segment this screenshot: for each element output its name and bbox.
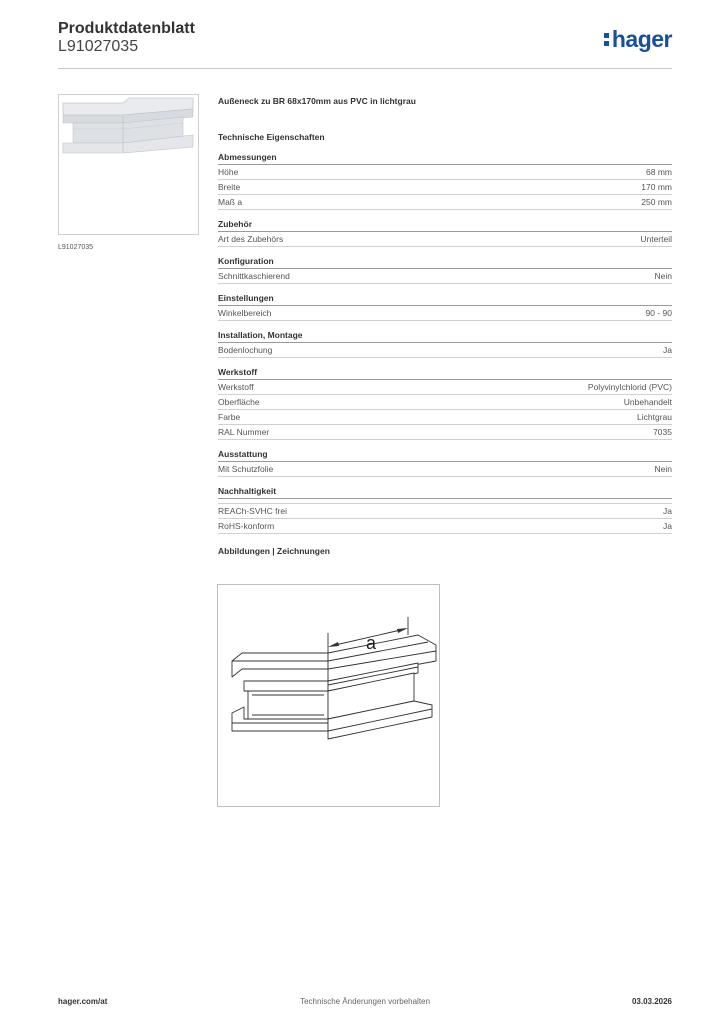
spec-row xyxy=(218,410,672,425)
spec-value: Ja xyxy=(663,345,672,355)
properties-heading: Technische Eigenschaften xyxy=(218,132,325,142)
spec-value: 90 - 90 xyxy=(645,308,672,318)
spec-label: Höhe xyxy=(218,167,239,177)
spec-value: Nein xyxy=(654,464,672,474)
thumbnail-caption: L91027035 xyxy=(58,244,94,251)
product-photo-icon xyxy=(59,95,198,234)
spec-label: Maß a xyxy=(218,197,243,207)
footer-website[interactable]: hager.com/at xyxy=(58,997,108,1006)
spec-row xyxy=(218,232,672,247)
spec-row xyxy=(218,380,672,395)
spec-label: Breite xyxy=(218,182,241,192)
section-werkstoff xyxy=(218,367,672,440)
spec-row xyxy=(218,462,672,477)
spec-value: Ja xyxy=(663,521,672,531)
spec-value: Ja xyxy=(663,506,672,516)
logo-text: hager xyxy=(611,26,672,52)
spec-label: Mit Schutzfolie xyxy=(218,464,274,474)
spec-label: Art des Zubehörs xyxy=(218,234,284,244)
spec-row xyxy=(218,519,672,534)
spec-label: RAL Nummer xyxy=(218,427,270,437)
section-ausstattung xyxy=(218,449,672,477)
spec-value: 170 mm xyxy=(641,182,672,192)
section-title: Abmessungen xyxy=(218,152,672,165)
section-title: Werkstoff xyxy=(218,367,672,380)
spec-row xyxy=(218,180,672,195)
spec-label: Werkstoff xyxy=(218,382,254,392)
section-title: Einstellungen xyxy=(218,293,672,306)
spec-row xyxy=(218,425,672,440)
spec-row xyxy=(218,395,672,410)
page-header xyxy=(58,20,672,70)
spec-label: Bodenlochung xyxy=(218,345,273,355)
spec-row xyxy=(218,195,672,210)
drawings-heading: Abbildungen | Zeichnungen xyxy=(218,546,330,556)
spec-value: 7035 xyxy=(653,427,672,437)
section-title: Konfiguration xyxy=(218,256,672,269)
spec-row xyxy=(218,306,672,321)
spec-row xyxy=(218,165,672,180)
section-einstellungen xyxy=(218,293,672,321)
product-image xyxy=(58,94,199,235)
corner-drawing-icon xyxy=(218,585,439,806)
section-title: Nachhaltigkeit xyxy=(218,486,672,499)
spec-label: Winkelbereich xyxy=(218,308,272,318)
spec-value: Unterteil xyxy=(640,234,672,244)
spec-label: Schnittkaschierend xyxy=(218,271,290,281)
section-abmessungen xyxy=(218,152,672,210)
spec-row xyxy=(218,343,672,358)
article-number: L91027035 xyxy=(58,38,139,55)
spec-value: 250 mm xyxy=(641,197,672,207)
section-title: Ausstattung xyxy=(218,449,672,462)
section-konfiguration xyxy=(218,256,672,284)
section-zubehoer xyxy=(218,219,672,247)
spec-value: 68 mm xyxy=(646,167,672,177)
product-description: Außeneck zu BR 68x170mm aus PVC in lichtgrau xyxy=(218,96,416,106)
spec-label: REACh-SVHC frei xyxy=(218,506,287,516)
spec-label: Farbe xyxy=(218,412,241,422)
document-title: Produktdatenblatt xyxy=(58,20,195,37)
spec-value: Nein xyxy=(654,271,672,281)
spec-value: Polyvinylchlorid (PVC) xyxy=(587,382,672,392)
logo-colon-icon xyxy=(604,26,609,50)
footer-date: 03.03.2026 xyxy=(631,997,672,1006)
section-installation xyxy=(218,330,672,358)
header-divider xyxy=(58,68,672,69)
spec-row xyxy=(218,503,672,519)
footer-disclaimer: Technische Änderungen vorbehalten xyxy=(300,997,430,1006)
spec-label: RoHS-konform xyxy=(218,521,275,531)
dimension-label: a xyxy=(366,633,377,653)
section-nachhaltigkeit xyxy=(218,486,672,534)
spec-value: Lichtgrau xyxy=(637,412,672,422)
spec-value: Unbehandelt xyxy=(623,397,672,407)
section-title: Zubehör xyxy=(218,219,672,232)
spec-label: Oberfläche xyxy=(218,397,260,407)
hager-logo xyxy=(604,26,672,53)
spec-row xyxy=(218,269,672,284)
technical-drawing xyxy=(217,584,440,807)
section-title: Installation, Montage xyxy=(218,330,672,343)
product-specs xyxy=(218,96,672,556)
